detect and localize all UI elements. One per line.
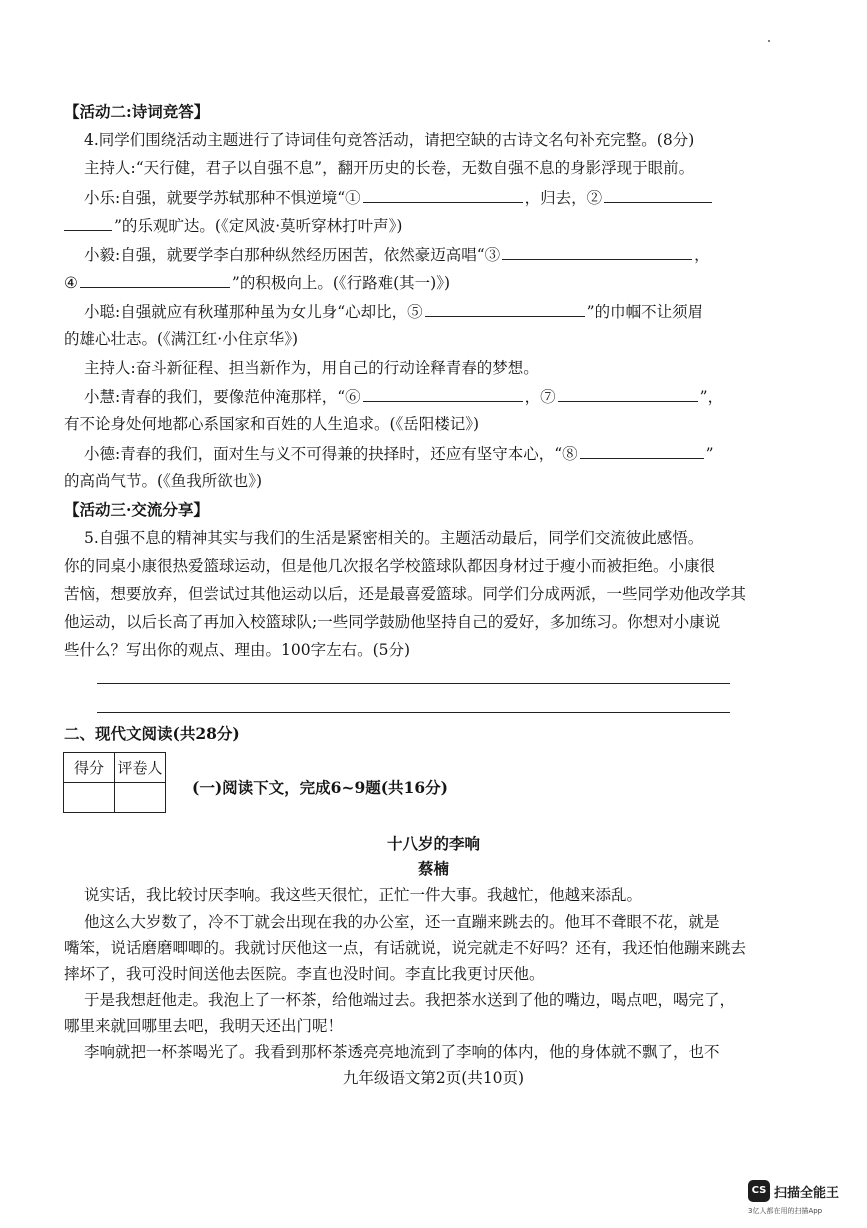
xiaole-text-c: ”的乐观旷达。(《定风波·莫听穿林打叶声》)	[114, 217, 403, 235]
story-title: 十八岁的李响	[386, 834, 480, 853]
activity2-heading: 【活动二:诗词竞答】	[64, 102, 210, 121]
activity3-heading: 【活动三·交流分享】	[64, 500, 209, 519]
answer-blank-6[interactable]	[363, 385, 523, 402]
story-line-7: 李响就把一杯茶喝光了。我看到那杯茶透亮亮地流到了李响的体内，他的身体就不飘了，也不	[84, 1043, 720, 1061]
q5-line-1: 5.自强不息的精神其实与我们的生活是紧密相关的。主题活动最后，同学们交流彼此感悟。	[84, 529, 704, 547]
story-line-2: 他这么大岁数了，冷不丁就会出现在我的办公室，还一直蹦来跳去的。他耳不聋眼不花，就是	[84, 913, 720, 931]
xiaocong-line-2: 的雄心壮志。(《满江红·小住京华》)	[64, 330, 299, 348]
score-cell[interactable]	[64, 783, 115, 813]
story-line-3: 嘴笨，说话磨磨唧唧的。我就讨厌他这一点，有话就说，说完就走不好吗？还有，我还怕他蹦来跳去	[64, 939, 747, 957]
xiaoyi-text-b: ，	[694, 246, 710, 264]
xiaoyi-text-d: ”的积极向上。(《行路难(其一)》)	[231, 274, 451, 292]
story-line-4: 摔坏了，我可没时间送他去医院。李直也没时间。李直比我更讨厌他。	[64, 965, 545, 983]
answer-blank-4[interactable]	[80, 271, 230, 288]
xiaocong-text-b: ”的巾帼不让须眉	[586, 303, 704, 321]
watermark-subtitle: 3亿人都在用的扫描App	[748, 1207, 823, 1215]
xiaoyi-text-c: ④	[64, 274, 78, 292]
answer-blank-8[interactable]	[580, 442, 704, 459]
answer-line-2[interactable]	[97, 712, 730, 713]
grader-label: 评卷人	[115, 753, 166, 783]
story-author: 蔡楠	[417, 859, 449, 878]
xiaole-line-2	[64, 214, 402, 237]
xiaohui-line-2: 有不论身处何地都心系国家和百姓的人生追求。(《岳阳楼记》)	[64, 415, 480, 433]
scan-speck	[768, 40, 770, 42]
answer-blank-2-cont[interactable]	[64, 214, 112, 231]
xiaohui-text-a: 小慧:青春的我们，要像范仲淹那样，“⑥	[84, 388, 361, 406]
xiaocong-line	[84, 300, 703, 323]
score-table	[63, 752, 166, 813]
q5-line-4: 他运动，以后长高了再加入校篮球队;一些同学鼓励他坚持自己的爱好，多加练习。你想对小康说	[64, 613, 721, 631]
answer-blank-2[interactable]	[604, 186, 712, 203]
score-label: 得分	[64, 753, 115, 783]
watermark-name: 扫描全能王	[774, 1186, 840, 1201]
xiaode-text-a: 小德:青春的我们，面对生与义不可得兼的抉择时，还应有坚守本心，“⑧	[84, 445, 578, 463]
reading-sub-heading: (一)阅读下文，完成6~9题(共16分)	[192, 778, 448, 797]
page-footer: 九年级语文第2页(共10页)	[342, 1069, 525, 1087]
q5-line-5: 些什么？写出你的观点、理由。100字左右。(5分)	[64, 641, 411, 659]
q5-line-2: 你的同桌小康很热爱篮球运动，但是他几次报名学校篮球队都因身材过于瘦小而被拒绝。小康很	[64, 557, 716, 575]
xiaocong-text-a: 小聪:自强就应有秋瑾那种虽为女儿身“心却比，⑤	[84, 303, 423, 321]
xiaoyi-text-a: 小毅:自强，就要学李白那种纵然经历困苦，依然豪迈高唱“③	[84, 246, 501, 264]
xiaode-line-2: 的高尚气节。(《鱼我所欲也》)	[64, 472, 263, 490]
answer-blank-1[interactable]	[363, 186, 523, 203]
xiaohui-text-c: ”，	[699, 388, 724, 406]
xiaoyi-line	[84, 243, 710, 266]
xiaohui-text-b: ，⑦	[524, 388, 556, 406]
section2-heading: 二、现代文阅读(共28分)	[64, 724, 240, 743]
xiaode-line	[84, 442, 714, 465]
question-4: 4.同学们围绕活动主题进行了诗词佳句竞答活动，请把空缺的古诗文名句补充完整。(8分)	[84, 131, 695, 149]
story-line-6: 哪里来就回哪里去吧，我明天还出门呢！	[64, 1017, 344, 1035]
story-line-1: 说实话，我比较讨厌李响。我这些天很忙，正忙一件大事。我越忙，他越来添乱。	[84, 886, 643, 904]
xiaode-text-b: ”	[705, 445, 714, 463]
answer-blank-3[interactable]	[502, 243, 692, 260]
xiaole-text-a: 小乐:自强，就要学苏轼那种不惧逆境“①	[84, 189, 361, 207]
xiaole-line	[84, 186, 714, 209]
story-line-5: 于是我想赶他走。我泡上了一杯茶，给他端过去。我把茶水送到了他的嘴边，喝点吧，喝完了，	[84, 991, 736, 1009]
host-line-1: 主持人:“天行健，君子以自强不息”，翻开历史的长卷，无数自强不息的身影浮现于眼前。	[84, 159, 695, 177]
grader-cell[interactable]	[115, 783, 166, 813]
answer-line-1[interactable]	[97, 683, 730, 684]
answer-blank-5[interactable]	[425, 300, 585, 317]
camscanner-logo-icon: CS	[748, 1180, 770, 1202]
answer-blank-7[interactable]	[558, 385, 698, 402]
host-line-2: 主持人:奋斗新征程、担当新作为，用自己的行动诠释青春的梦想。	[84, 359, 539, 377]
xiaohui-line	[84, 385, 723, 408]
xiaole-text-b: ，归去，②	[524, 189, 603, 207]
xiaoyi-line-2	[64, 271, 450, 294]
q5-line-3: 苦恼，想要放弃，但尝试过其他运动以后，还是最喜爱篮球。同学们分成两派，一些同学劝他改学其	[64, 585, 747, 603]
